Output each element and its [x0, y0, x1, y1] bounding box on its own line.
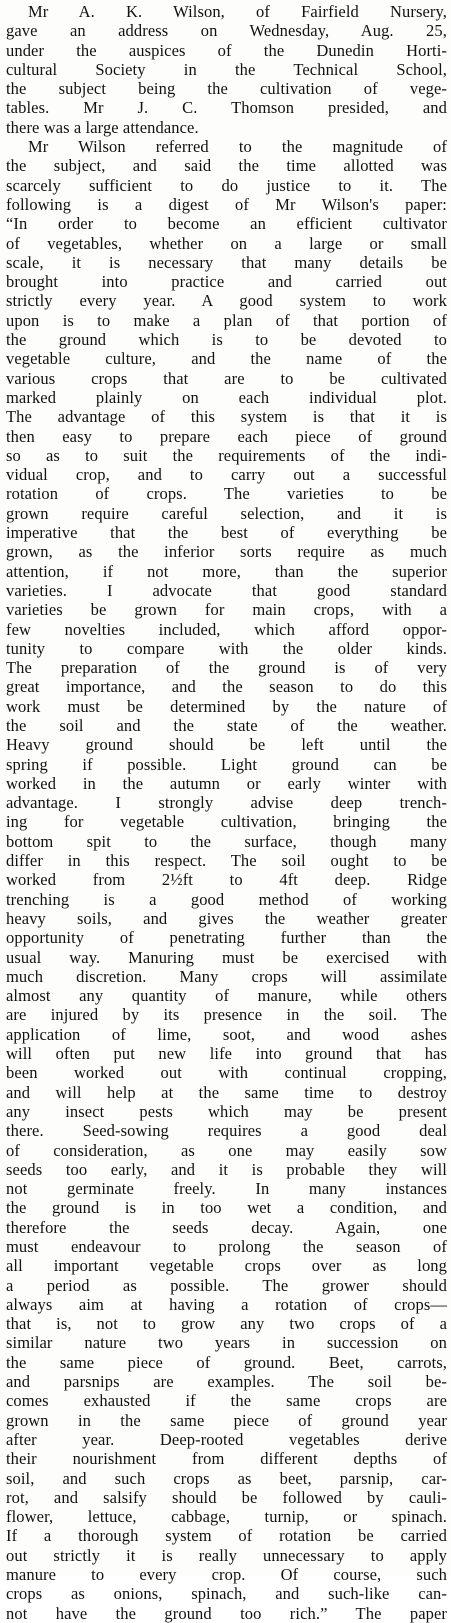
- text-line: the same piece of ground. Beet, carrots,: [6, 1352, 447, 1372]
- text-line: scarcely sufficient to do justice to it. The: [6, 175, 447, 195]
- text-line: manure to every crop. Of course, such: [6, 1565, 447, 1585]
- text-line: worked in the autumn or early winter with: [6, 773, 447, 793]
- text-line: any insect pests which may be present: [6, 1101, 447, 1121]
- text-line: after year. Deep-rooted vegetables derive: [6, 1429, 447, 1449]
- article-body: [6, 2, 447, 1623]
- text-line: tables. Mr J. C. Thomson presided, and: [6, 98, 447, 118]
- text-line: been worked out with continual cropping,: [6, 1063, 447, 1083]
- text-line: flower, lettuce, cabbage, turnip, or spinach.: [6, 1507, 447, 1527]
- text-line: “In order to become an efficient cultivator: [6, 214, 447, 234]
- text-line: will often put new life into ground that has: [6, 1044, 447, 1064]
- text-line: and parsnips are examples. The soil be-: [6, 1372, 447, 1392]
- text-line: spring if possible. Light ground can be: [6, 754, 447, 774]
- text-line: vidual crop, and to carry out a successful: [6, 465, 447, 485]
- text-line: much discretion. Many crops will assimilate: [6, 966, 447, 986]
- text-line: cultural Society in the Technical School,: [6, 59, 447, 79]
- text-line: soil, and such crops as beet, parsnip, car-: [6, 1468, 447, 1488]
- text-line: The preparation of the ground is of very: [6, 658, 447, 678]
- text-line: not have the ground too rich.” The paper: [6, 1603, 447, 1623]
- text-line: are injured by its presence in the soil. The: [6, 1005, 447, 1025]
- text-line: the ground which is to be devoted to: [6, 330, 447, 350]
- text-line: great importance, and the season to do this: [6, 677, 447, 697]
- text-line: vegetable culture, and the name of the: [6, 349, 447, 369]
- text-line: all important vegetable crops over as long: [6, 1256, 447, 1276]
- text-line: of vegetables, whether on a large or small: [6, 233, 447, 253]
- text-line: Mr A. K. Wilson, of Fairfield Nursery,: [28, 2, 447, 21]
- text-line: worked from 2½ft to 4ft deep. Ridge: [6, 870, 447, 890]
- text-line: varieties. I advocate that good standard: [6, 580, 447, 600]
- text-line: few novelties included, which afford oppor-: [6, 619, 447, 639]
- text-line: their nourishment from different depths of: [6, 1449, 447, 1469]
- text-line: strictly every year. A good system to work: [6, 291, 447, 311]
- text-line: gave an address on Wednesday, Aug. 25,: [6, 21, 447, 41]
- text-line: out strictly it is really unnecessary to apply: [6, 1545, 447, 1565]
- text-line: a period as possible. The grower should: [6, 1275, 447, 1295]
- text-line: similar nature two years in succession on: [6, 1333, 447, 1353]
- text-line: then easy to prepare each piece of ground: [6, 426, 447, 446]
- text-line: differ in this respect. The soil ought to be: [6, 851, 447, 871]
- text-line: brought into practice and carried out: [6, 272, 447, 292]
- text-line: varieties be grown for main crops, with a: [6, 600, 447, 620]
- text-line: Mr Wilson referred to the magnitude of: [28, 137, 447, 157]
- text-line: tunity to compare with the older kinds.: [6, 638, 447, 658]
- text-line: therefore the seeds decay. Again, one: [6, 1217, 447, 1237]
- text-line: must endeavour to prolong the season of: [6, 1237, 447, 1256]
- text-line: imperative that the best of everything be: [6, 523, 447, 543]
- text-line: scale, it is necessary that many details be: [6, 252, 447, 272]
- text-line: The advantage of this system is that it is: [6, 407, 447, 427]
- text-line: marked plainly on each individual plot.: [6, 387, 447, 407]
- text-line: there. Seed-sowing requires a good deal: [6, 1121, 447, 1141]
- text-line: work must be determined by the nature of: [6, 696, 447, 716]
- text-line: If a thorough system of rotation be carried: [6, 1526, 447, 1546]
- text-line: not germinate freely. In many instances: [6, 1179, 447, 1199]
- text-line: grown require careful selection, and it is: [6, 503, 447, 523]
- text-line: always aim at having a rotation of crops—: [6, 1294, 447, 1314]
- text-line: ing for vegetable cultivation, bringing the: [6, 812, 447, 832]
- text-line: the subject, and said the time allotted was: [6, 156, 447, 176]
- text-line: application of lime, soot, and wood ashes: [6, 1024, 447, 1044]
- text-line: seeds too early, and it is probable they will: [6, 1159, 447, 1179]
- text-line: upon is to make a plan of that portion of: [6, 310, 447, 330]
- text-line: opportunity of penetrating further than the: [6, 928, 447, 948]
- text-line: comes exhausted if the same crops are: [6, 1391, 447, 1411]
- text-line: the ground is in too wet a condition, and: [6, 1198, 447, 1218]
- text-line: crops as onions, spinach, and such-like can-: [6, 1584, 447, 1604]
- text-line: grown, as the inferior sorts require as much: [6, 542, 447, 562]
- text-line: usual way. Manuring must be exercised with: [6, 947, 447, 967]
- text-line: the subject being the cultivation of vege-: [6, 79, 447, 99]
- text-line: advantage. I strongly advise deep trench-: [6, 793, 447, 813]
- text-line: of consideration, as one may easily sow: [6, 1140, 447, 1160]
- text-line: Heavy ground should be left until the: [6, 735, 447, 755]
- text-line: rotation of crops. The varieties to be: [6, 484, 447, 504]
- text-line: the soil and the state of the weather.: [6, 715, 447, 735]
- text-line: under the auspices of the Dunedin Horti-: [6, 40, 447, 60]
- text-line: there was a large attendance.: [6, 117, 199, 137]
- text-line: heavy soils, and gives the weather greater: [6, 908, 447, 928]
- text-line: rot, and salsify should be followed by cauli-: [6, 1487, 447, 1507]
- text-line: following is a digest of Mr Wilson's paper:: [6, 194, 447, 214]
- text-line: almost any quantity of manure, while others: [6, 986, 447, 1006]
- text-line: and will help at the same time to destroy: [6, 1082, 447, 1102]
- text-line: grown in the same piece of ground year: [6, 1410, 447, 1430]
- text-line: that is, not to grow any two crops of a: [6, 1314, 447, 1334]
- text-line: attention, if not more, than the superior: [6, 561, 447, 581]
- text-line: so as to suit the requirements of the indi-: [6, 445, 447, 465]
- text-line: trenching is a good method of working: [6, 889, 447, 909]
- text-line: bottom spit to the surface, though many: [6, 831, 447, 851]
- text-line: various crops that are to be cultivated: [6, 368, 447, 388]
